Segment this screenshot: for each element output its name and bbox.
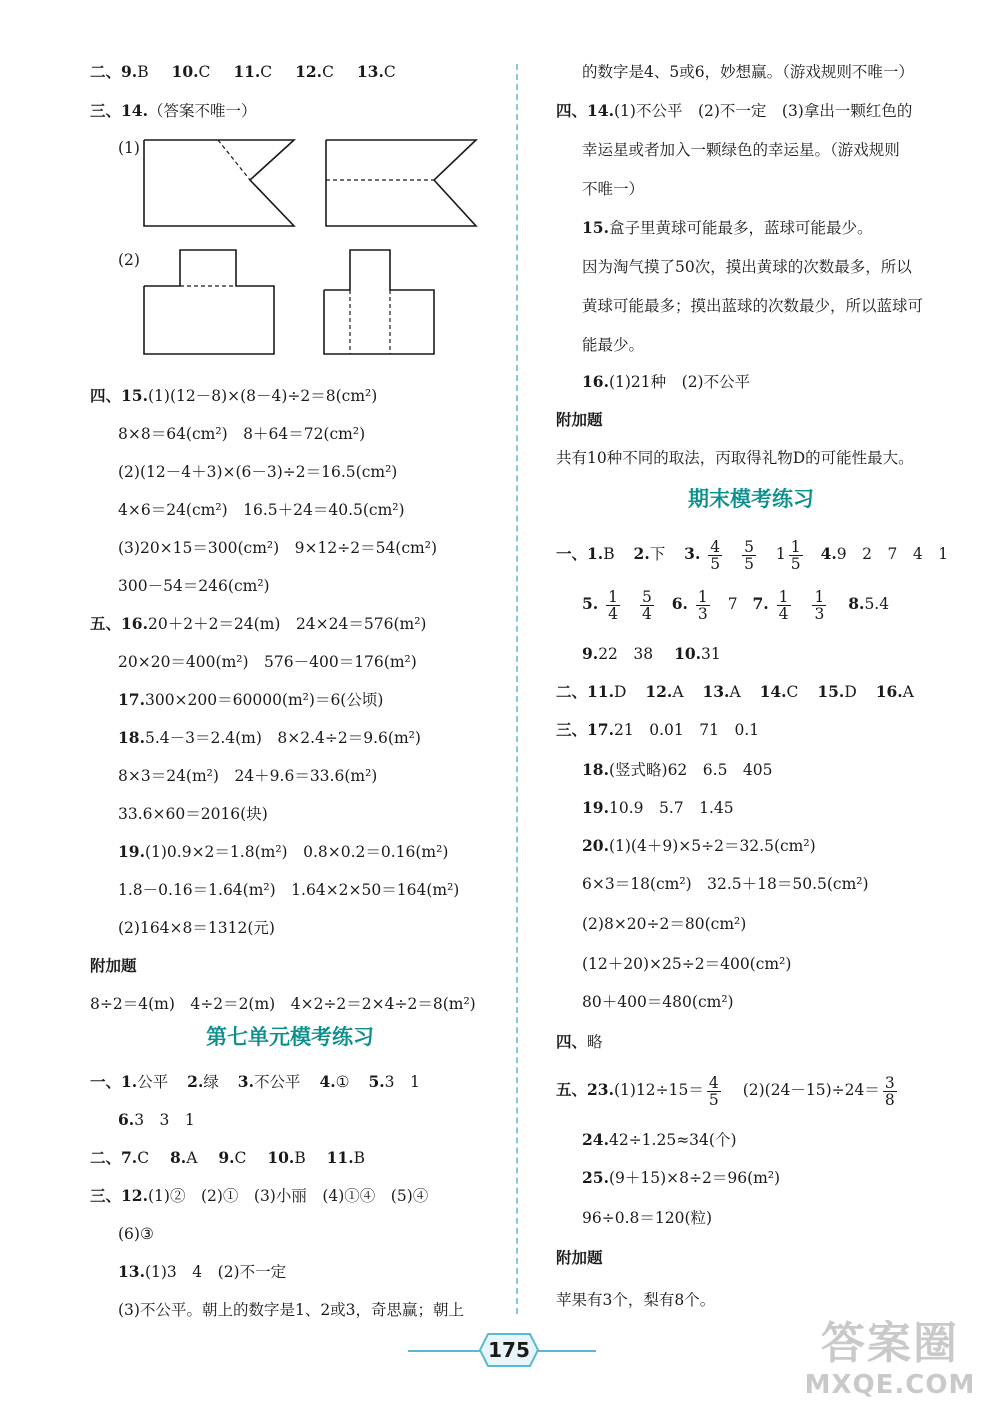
figure-label-2: (2)	[118, 251, 140, 269]
answer-line: 8×3＝24(m²) 24＋9.6＝33.6(m²)	[118, 767, 378, 785]
answer-line: 因为淘气摸了50次，摸出黄球的次数最多，所以	[582, 258, 912, 276]
page-number: 175	[488, 1338, 530, 1362]
answer-line: 8×8＝64(cm²) 8＋64＝72(cm²)	[118, 425, 366, 443]
fraction: $\frac{1}{5}$	[790, 537, 801, 573]
answer-line-u1-6: 6.3 3 1	[118, 1110, 195, 1129]
answer-line: (12＋20)×25÷2＝400(cm²)	[582, 955, 792, 973]
fraction: $\frac{1}{3}$	[814, 587, 825, 623]
extra-question-title: 附加题	[556, 1248, 603, 1267]
answer-line: (2)8×20÷2＝80(cm²)	[582, 915, 747, 933]
t-shape-figure-wide	[140, 246, 280, 358]
answer-line: (3)不公平。朝上的数字是1、2或3，奇思赢；朝上	[118, 1301, 465, 1319]
answer-line: (6)③	[118, 1225, 154, 1243]
answer-line: (2)164×8＝1312(元)	[118, 919, 275, 937]
answer-line: (3)20×15＝300(cm²) 9×12÷2＝54(cm²)	[118, 539, 437, 557]
answer-line-r16: 16.(1)21种 (2)不公平	[582, 372, 751, 391]
fraction: $\frac{1}{4}$	[778, 587, 789, 623]
answer-line-u13: 13.(1)3 4 (2)不一定	[118, 1262, 287, 1281]
answer-line-u2: 二、7.C 8.A 9.C 10.B 11.B	[90, 1148, 365, 1167]
answer-line-f9: 四、略	[556, 1032, 603, 1051]
answer-line: 96÷0.8＝120(粒)	[582, 1209, 713, 1227]
answer-line: 能最少。	[582, 336, 645, 354]
answer-line-f3: 9.22 38 10.31	[582, 644, 721, 663]
t-shape-figure-tall	[320, 246, 440, 358]
fraction: $\frac{1}{3}$	[697, 587, 708, 623]
answer-line-f7: 19.10.9 5.7 1.45	[582, 798, 734, 817]
answer-line-17: 17.300×200＝60000(m²)＝6(公顷)	[118, 690, 384, 709]
answer-line: 8÷2＝4(m) 4÷2＝2(m) 4×2÷2＝2×4÷2＝8(m²)	[90, 995, 476, 1013]
answer-line-f12: 25.(9＋15)×8÷2＝96(m²)	[582, 1168, 781, 1187]
answer-line-r15: 15.盒子里黄球可能最多，蓝球可能最少。	[582, 218, 873, 237]
fraction: $\frac{4}{5}$	[710, 537, 721, 573]
flag-figure-diagonal	[140, 136, 300, 232]
answer-line: 幸运星或者加入一颗绿色的幸运星。（游戏规则	[582, 141, 900, 159]
answer-line-3-14: 三、14.（答案不唯一）	[90, 101, 257, 120]
answer-line: 黄球可能最多；摸出蓝球的次数最少，所以蓝球可	[582, 297, 924, 315]
answer-line-f8: 20.(1)(4＋9)×5÷2＝32.5(cm²)	[582, 836, 816, 855]
answer-line: 的数字是4、5或6，妙想赢。（游戏规则不唯一）	[582, 63, 914, 81]
answer-line-4-15: 四、15.(1)(12－8)×(8－4)÷2＝8(cm²)	[90, 386, 378, 405]
answer-line-f5: 三、17.21 0.01 71 0.1	[556, 720, 760, 739]
answer-line-19: 19.(1)0.9×2＝1.8(m²) 0.8×0.2＝0.16(m²)	[118, 842, 449, 861]
fraction: $\frac{4}{5}$	[708, 1073, 719, 1109]
section-title-unit7: 第七单元模考练习	[206, 1024, 374, 1049]
fraction: $\frac{5}{5}$	[744, 537, 754, 573]
fraction: $\frac{3}{8}$	[884, 1073, 895, 1109]
answer-line: 300－54＝246(cm²)	[118, 577, 270, 595]
answer-line-5-16: 五、16.20＋2＋2＝24(m) 24×24＝576(m²)	[90, 614, 427, 633]
answer-line-f2: 5. $\frac{1}{4}$ $\frac{5}{4}$ 6. $\frac{1}{3}$ 7 7. $\frac{1}{4}$ $\frac{1}{3}$ 8.5.4	[582, 587, 890, 623]
fraction: $\frac{1}{4}$	[608, 587, 618, 623]
answer-line-f10: 五、23.(1)12÷15＝ $\frac{4}{5}$ (2)(24－15)÷24＝ $\frac{3}{8}$	[556, 1073, 895, 1109]
page-number-rule-left	[408, 1350, 482, 1352]
answer-line: 20×20＝400(m²) 576－400＝176(m²)	[118, 653, 417, 671]
answer-line: 共有10种不同的取法，丙取得礼物D的可能性最大。	[556, 449, 914, 467]
column-divider	[516, 64, 518, 1314]
answer-line: 1.8－0.16＝1.64(m²) 1.64×2×50＝164(m²)	[118, 881, 460, 899]
answer-line: 苹果有3个，梨有8个。	[556, 1291, 716, 1309]
watermark: 答案圈 MXQE.COM	[804, 1318, 976, 1400]
answer-line-f4: 二、11.D 12.A 13.A 14.C 15.D 16.A	[556, 682, 914, 701]
fraction: $\frac{5}{4}$	[641, 587, 652, 623]
figure-label-1: (1)	[118, 139, 140, 157]
extra-question-title: 附加题	[556, 410, 603, 429]
answer-line-f11: 24.42÷1.25≈34(个)	[582, 1130, 737, 1149]
flag-figure-horizontal	[322, 136, 482, 232]
answer-line-f6: 18.(竖式略)62 6.5 405	[582, 760, 773, 779]
section-title-final: 期末模考练习	[688, 486, 814, 511]
page-number-rule-right	[538, 1350, 596, 1352]
answer-line-18: 18.5.4－3＝2.4(m) 8×2.4÷2＝9.6(m²)	[118, 728, 421, 747]
answer-line-2-9-13: 二、9.B 10.C 11.C 12.C 13.C	[90, 62, 396, 81]
answer-line: 不唯一）	[582, 180, 645, 198]
answer-line-f1: 一、1.B 2.下 3. $\frac{4}{5}$ $\frac{5}{5}$ 1 $\frac{1}{5}$ 4.9 2 7 4 1	[556, 537, 949, 573]
answer-line: 4×6＝24(cm²) 16.5＋24＝40.5(cm²)	[118, 501, 405, 519]
answer-line-r4-14: 四、14.(1)不公平 (2)不一定 (3)拿出一颗红色的	[556, 101, 913, 120]
extra-question-title: 附加题	[90, 956, 137, 975]
answer-line-u1: 一、1.公平 2.绿 3.不公平 4.① 5.3 1	[90, 1072, 420, 1091]
answer-line: 6×3＝18(cm²) 32.5＋18＝50.5(cm²)	[582, 875, 869, 893]
answer-line: 80＋400＝480(cm²)	[582, 993, 734, 1011]
answer-line-u3-12: 三、12.(1)② (2)① (3)小丽 (4)①④ (5)④	[90, 1186, 429, 1205]
answer-line: (2)(12－4＋3)×(6－3)÷2＝16.5(cm²)	[118, 463, 398, 481]
answer-line: 33.6×60＝2016(块)	[118, 805, 268, 823]
